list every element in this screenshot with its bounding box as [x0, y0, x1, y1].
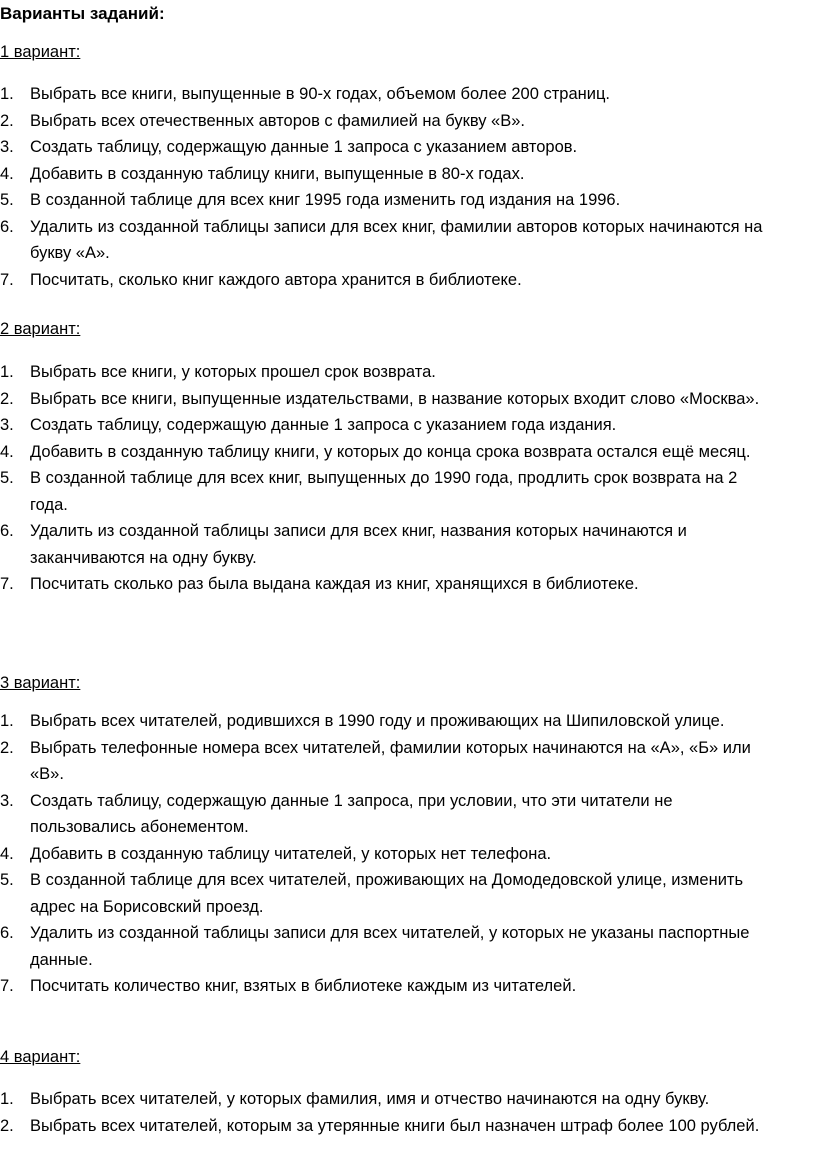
task-text: Добавить в созданную таблицу книги, выпущенные в 80-х годах. — [30, 164, 525, 183]
task-item — [0, 439, 770, 466]
task-item — [0, 920, 770, 973]
task-number: 2. — [0, 1116, 14, 1135]
task-item — [0, 973, 770, 1000]
task-text: Выбрать всех читателей, у которых фамилия, имя и отчество начинаются на одну букву. — [30, 1090, 710, 1108]
task-number: 4. — [0, 164, 14, 183]
task-number: 2. — [0, 738, 14, 757]
task-text: Удалить из созданной таблицы записи для всех книг, фамилии авторов которых начинаются на букву «А». — [30, 217, 763, 262]
task-item — [0, 386, 770, 413]
variant-1-heading: 1 вариант: — [0, 43, 81, 61]
variant-3-heading: 3 вариант: — [0, 674, 81, 692]
task-number: 2. — [0, 389, 14, 408]
task-text: В созданной таблице для всех читателей, проживающих на Домодедовской улице, изменить адрес на Борисовский проезд. — [30, 871, 744, 916]
task-text: Выбрать всех читателей, которым за утерянные книги был назначен штраф более 100 рублей. — [30, 1116, 760, 1135]
variant-4-task-list — [0, 1086, 770, 1139]
task-number: 1. — [0, 85, 14, 103]
task-number: 6. — [0, 217, 14, 236]
task-text: Создать таблицу, содержащую данные 1 запроса с указанием года издания. — [30, 416, 617, 434]
task-text: Выбрать телефонные номера всех читателей, фамилии которых начинаются на «А», «Б» или «В». — [30, 738, 751, 783]
task-text: Удалить из созданной таблицы записи для всех книг, названия которых начинаются и заканчиваются на одну букву. — [30, 522, 687, 567]
task-text: Посчитать сколько раз была выдана каждая из книг, хранящихся в библиотеке. — [30, 575, 639, 593]
task-item — [0, 1086, 770, 1113]
task-item — [0, 81, 770, 108]
task-item — [0, 359, 770, 386]
variant-3-task-list — [0, 708, 770, 1000]
task-item — [0, 161, 770, 188]
task-item — [0, 465, 770, 518]
task-number: 7. — [0, 977, 14, 995]
task-text: В созданной таблице для всех книг 1995 года изменить год издания на 1996. — [30, 191, 621, 209]
task-text: Создать таблицу, содержащую данные 1 запроса с указанием авторов. — [30, 138, 578, 156]
task-item — [0, 841, 770, 868]
task-text: В созданной таблице для всех книг, выпущенных до 1990 года, продлить срок возврата на 2 года. — [30, 469, 738, 514]
task-item — [0, 788, 770, 841]
task-text: Выбрать всех отечественных авторов с фамилией на букву «В». — [30, 111, 525, 130]
task-number: 3. — [0, 138, 14, 156]
task-text: Посчитать количество книг, взятых в библиотеке каждым из читателей. — [30, 977, 577, 995]
document-title: Варианты заданий: — [0, 4, 165, 23]
variant-4-heading: 4 вариант: — [0, 1048, 81, 1066]
task-number: 5. — [0, 871, 14, 889]
task-number: 2. — [0, 111, 14, 130]
task-number: 4. — [0, 442, 14, 461]
variant-2-task-list — [0, 359, 770, 598]
task-text: Выбрать все книги, у которых прошел срок возврата. — [30, 363, 436, 381]
task-number: 1. — [0, 1090, 14, 1108]
task-text: Выбрать все книги, выпущенные в 90-х годах, объемом более 200 страниц. — [30, 85, 611, 103]
task-number: 1. — [0, 712, 14, 730]
task-item — [0, 134, 770, 161]
task-number: 1. — [0, 363, 14, 381]
task-item — [0, 267, 770, 294]
task-text: Создать таблицу, содержащую данные 1 запроса, при условии, что эти читатели не пользовались абонементом. — [30, 791, 673, 836]
task-item — [0, 571, 770, 598]
task-text: Посчитать, сколько книг каждого автора хранится в библиотеке. — [30, 270, 522, 289]
task-number: 6. — [0, 924, 14, 942]
task-text: Выбрать все книги, выпущенные издательствами, в название которых входит слово «Москва». — [30, 389, 760, 408]
task-number: 3. — [0, 791, 14, 810]
task-number: 3. — [0, 416, 14, 434]
task-item — [0, 187, 770, 214]
task-item — [0, 518, 770, 571]
task-item — [0, 1113, 770, 1140]
task-item — [0, 108, 770, 135]
task-item — [0, 708, 770, 735]
task-text: Выбрать всех читателей, родившихся в 1990 году и проживающих на Шипиловской улице. — [30, 712, 725, 730]
task-text: Удалить из созданной таблицы записи для всех читателей, у которых не указаны паспортные данные. — [30, 924, 750, 969]
task-number: 5. — [0, 469, 14, 487]
variant-2-heading: 2 вариант: — [0, 320, 81, 338]
task-number: 5. — [0, 191, 14, 209]
task-item — [0, 214, 770, 267]
task-number: 7. — [0, 270, 14, 289]
task-text: Добавить в созданную таблицу читателей, у которых нет телефона. — [30, 844, 552, 863]
task-number: 7. — [0, 575, 14, 593]
variant-1-task-list — [0, 81, 770, 293]
task-text: Добавить в созданную таблицу книги, у которых до конца срока возврата остался ещё месяц. — [30, 442, 751, 461]
task-number: 4. — [0, 844, 14, 863]
task-number: 6. — [0, 522, 14, 540]
task-item — [0, 867, 770, 920]
task-item — [0, 735, 770, 788]
task-item — [0, 412, 770, 439]
